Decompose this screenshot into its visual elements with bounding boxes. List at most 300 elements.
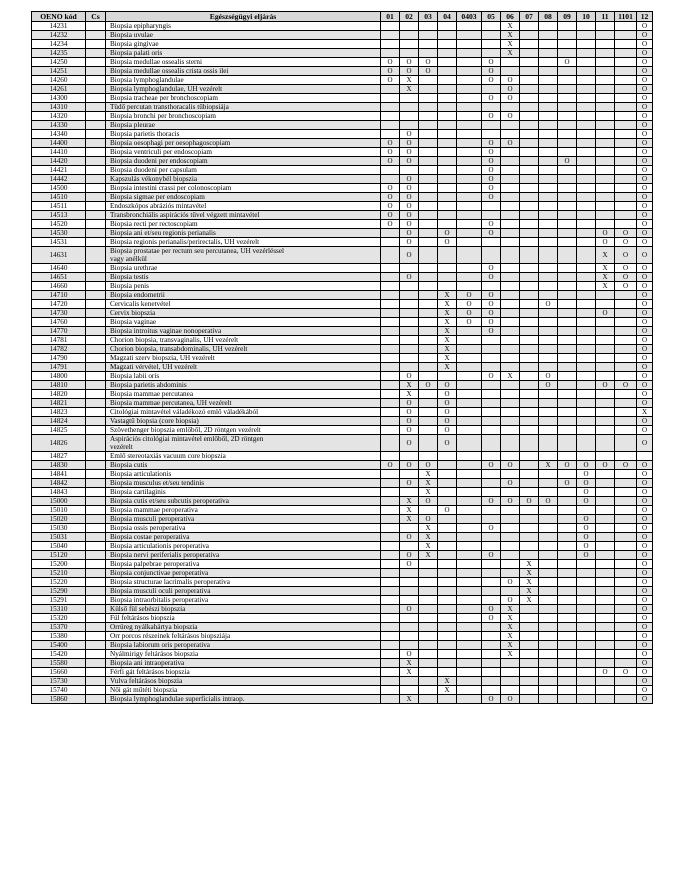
- specialty-mark: [381, 569, 400, 578]
- specialty-mark: [558, 139, 577, 148]
- table-row: [32, 479, 653, 488]
- specialty-mark: [438, 452, 457, 461]
- procedure-code: 15580: [32, 659, 86, 668]
- specialty-mark: [457, 506, 482, 515]
- procedure-name: [106, 273, 381, 282]
- specialty-mark: [400, 452, 419, 461]
- specialty-mark: [577, 399, 596, 408]
- procedure-name: [106, 49, 381, 58]
- specialty-mark: [539, 58, 558, 67]
- specialty-mark: [419, 363, 438, 372]
- specialty-mark: [596, 49, 615, 58]
- specialty-mark: [457, 479, 482, 488]
- specialty-mark: [438, 587, 457, 596]
- specialty-mark: [558, 49, 577, 58]
- specialty-mark: [596, 40, 615, 49]
- specialty-mark: [520, 175, 539, 184]
- table-row: [32, 130, 653, 139]
- specialty-mark: [438, 157, 457, 166]
- specialty-mark: [400, 587, 419, 596]
- procedure-name-line: Biopsia urethrae: [110, 264, 158, 272]
- specialty-mark: [457, 614, 482, 623]
- specialty-mark: [577, 506, 596, 515]
- procedure-name: [106, 605, 381, 614]
- procedure-name-line: Biopsia gingivae: [110, 40, 159, 48]
- specialty-mark: [482, 560, 501, 569]
- procedure-name-line: Biopsia testis: [110, 273, 149, 281]
- specialty-mark: O: [438, 506, 457, 515]
- specialty-mark: [419, 309, 438, 318]
- specialty-mark: [457, 166, 482, 175]
- cs-cell: [86, 686, 106, 695]
- procedure-code: 14824: [32, 417, 86, 426]
- column-header-specialty: 08: [539, 12, 558, 22]
- procedure-name-line: Biopsia parietis abdominis: [110, 381, 187, 389]
- specialty-mark: [381, 452, 400, 461]
- specialty-mark: X: [520, 587, 539, 596]
- procedure-name-line: Biopsia cutis: [110, 461, 148, 469]
- specialty-mark: O: [457, 300, 482, 309]
- procedure-name-line: Vastagtű biopsia (core biopsia): [110, 417, 199, 425]
- table-row: [32, 175, 653, 184]
- procedure-code: 15220: [32, 578, 86, 587]
- procedure-name: [106, 202, 381, 211]
- specialty-mark: [419, 372, 438, 381]
- specialty-mark: O: [482, 157, 501, 166]
- specialty-mark: O: [637, 345, 653, 354]
- procedure-name-line: Biopsia medullae ossealis crista ossis ilei: [110, 67, 229, 75]
- specialty-mark: [457, 560, 482, 569]
- specialty-mark: [482, 677, 501, 686]
- cs-cell: [86, 632, 106, 641]
- specialty-mark: [520, 220, 539, 229]
- specialty-mark: [539, 202, 558, 211]
- table-row: [32, 148, 653, 157]
- specialty-mark: [482, 641, 501, 650]
- specialty-mark: [539, 103, 558, 112]
- table-body: [32, 22, 653, 704]
- specialty-mark: [539, 488, 558, 497]
- specialty-mark: O: [400, 139, 419, 148]
- specialty-mark: [558, 551, 577, 560]
- specialty-mark: [520, 121, 539, 130]
- specialty-mark: [577, 417, 596, 426]
- specialty-mark: [615, 435, 637, 452]
- procedure-name: [106, 264, 381, 273]
- specialty-mark: O: [577, 524, 596, 533]
- specialty-mark: [539, 623, 558, 632]
- specialty-mark: [501, 300, 520, 309]
- specialty-mark: [520, 273, 539, 282]
- table-row: [32, 229, 653, 238]
- table-row: [32, 247, 653, 264]
- specialty-mark: [501, 130, 520, 139]
- specialty-mark: [520, 238, 539, 247]
- specialty-mark: [596, 551, 615, 560]
- specialty-mark: [615, 345, 637, 354]
- specialty-mark: [577, 121, 596, 130]
- procedure-name-line: Chorion biopsia, transvaginalis, UH vezérelt: [110, 336, 239, 344]
- table-row: [32, 58, 653, 67]
- procedure-name: [106, 452, 381, 461]
- specialty-mark: [596, 470, 615, 479]
- specialty-mark: O: [577, 551, 596, 560]
- specialty-mark: [419, 85, 438, 94]
- table-row: [32, 372, 653, 381]
- procedure-code: 14511: [32, 202, 86, 211]
- table-row: [32, 659, 653, 668]
- column-header-procedure: Egészségügyi eljárás: [106, 12, 381, 22]
- specialty-mark: [539, 435, 558, 452]
- procedure-name-line: Biopsia sigmae per endoscopiam: [110, 193, 205, 201]
- specialty-mark: O: [637, 309, 653, 318]
- cs-cell: [86, 193, 106, 202]
- specialty-mark: [501, 103, 520, 112]
- specialty-mark: [400, 94, 419, 103]
- specialty-mark: [381, 668, 400, 677]
- procedure-name: [106, 76, 381, 85]
- specialty-mark: [400, 677, 419, 686]
- specialty-mark: [438, 596, 457, 605]
- specialty-mark: X: [501, 31, 520, 40]
- specialty-mark: [381, 94, 400, 103]
- specialty-mark: [596, 318, 615, 327]
- specialty-mark: [520, 345, 539, 354]
- specialty-mark: [501, 336, 520, 345]
- specialty-mark: [596, 569, 615, 578]
- specialty-mark: [558, 650, 577, 659]
- specialty-mark: [501, 67, 520, 76]
- procedure-code: 14720: [32, 300, 86, 309]
- specialty-mark: [457, 399, 482, 408]
- specialty-mark: [381, 22, 400, 31]
- specialty-mark: X: [419, 551, 438, 560]
- specialty-mark: [438, 184, 457, 193]
- table-row: [32, 551, 653, 560]
- specialty-mark: [558, 327, 577, 336]
- specialty-mark: [558, 668, 577, 677]
- specialty-mark: [558, 614, 577, 623]
- specialty-mark: [438, 273, 457, 282]
- specialty-mark: [419, 426, 438, 435]
- table-row: [32, 560, 653, 569]
- specialty-mark: X: [400, 76, 419, 85]
- procedure-name: [106, 282, 381, 291]
- column-header-code: OENO kód: [32, 12, 86, 22]
- specialty-mark: [615, 336, 637, 345]
- procedure-table: [31, 11, 653, 704]
- specialty-mark: O: [400, 408, 419, 417]
- specialty-mark: O: [419, 381, 438, 390]
- specialty-mark: O: [400, 175, 419, 184]
- procedure-name-line: Biopsia endometrii: [110, 291, 165, 299]
- specialty-mark: [501, 390, 520, 399]
- specialty-mark: [419, 264, 438, 273]
- specialty-mark: [438, 551, 457, 560]
- procedure-name: [106, 381, 381, 390]
- procedure-name: [106, 220, 381, 229]
- specialty-mark: [577, 211, 596, 220]
- specialty-mark: X: [438, 300, 457, 309]
- specialty-mark: [381, 533, 400, 542]
- procedure-name: [106, 632, 381, 641]
- specialty-mark: [482, 354, 501, 363]
- specialty-mark: [596, 605, 615, 614]
- table-row: [32, 300, 653, 309]
- specialty-mark: [482, 479, 501, 488]
- specialty-mark: [381, 40, 400, 49]
- specialty-mark: [419, 49, 438, 58]
- specialty-mark: X: [438, 318, 457, 327]
- specialty-mark: O: [637, 354, 653, 363]
- specialty-mark: [501, 327, 520, 336]
- specialty-mark: [520, 461, 539, 470]
- procedure-code: 15310: [32, 605, 86, 614]
- specialty-mark: [558, 632, 577, 641]
- specialty-mark: [539, 542, 558, 551]
- specialty-mark: O: [637, 650, 653, 659]
- specialty-mark: [596, 103, 615, 112]
- specialty-mark: [558, 211, 577, 220]
- specialty-mark: [400, 327, 419, 336]
- specialty-mark: [577, 668, 596, 677]
- specialty-mark: O: [637, 166, 653, 175]
- specialty-mark: [596, 121, 615, 130]
- procedure-name-line: Fül feltárásos biopszia: [110, 614, 175, 622]
- specialty-mark: [381, 85, 400, 94]
- cs-cell: [86, 238, 106, 247]
- cs-cell: [86, 560, 106, 569]
- cs-cell: [86, 354, 106, 363]
- procedure-code: 14710: [32, 291, 86, 300]
- cs-cell: [86, 184, 106, 193]
- specialty-mark: [577, 175, 596, 184]
- specialty-mark: O: [596, 238, 615, 247]
- specialty-mark: [400, 22, 419, 31]
- procedure-name-line: Biopsia cartilaginis: [110, 488, 166, 496]
- specialty-mark: [381, 390, 400, 399]
- procedure-name-line: Endoszkópos abráziós mintavétel: [110, 202, 207, 210]
- specialty-mark: O: [615, 273, 637, 282]
- procedure-name-line: Biopsia intestini crassi per colonoscopiam: [110, 184, 232, 192]
- specialty-mark: [438, 202, 457, 211]
- specialty-mark: [381, 282, 400, 291]
- specialty-mark: [577, 695, 596, 704]
- specialty-mark: [457, 220, 482, 229]
- specialty-mark: O: [577, 533, 596, 542]
- specialty-mark: [381, 327, 400, 336]
- procedure-name-line: Aspirációs citológiai mintavétel emlőből, 2D röntgen: [110, 435, 264, 443]
- cs-cell: [86, 569, 106, 578]
- cs-cell: [86, 175, 106, 184]
- specialty-mark: O: [400, 426, 419, 435]
- specialty-mark: O: [596, 461, 615, 470]
- procedure-name: [106, 596, 381, 605]
- specialty-mark: O: [520, 497, 539, 506]
- table-row: [32, 668, 653, 677]
- specialty-mark: O: [637, 641, 653, 650]
- specialty-mark: O: [482, 318, 501, 327]
- specialty-mark: [520, 211, 539, 220]
- specialty-mark: O: [419, 58, 438, 67]
- specialty-mark: [520, 417, 539, 426]
- specialty-mark: O: [637, 336, 653, 345]
- procedure-name-line: Biopsia lymphoglandulae superficialis intraop.: [110, 695, 245, 703]
- specialty-mark: [596, 488, 615, 497]
- specialty-mark: [615, 193, 637, 202]
- specialty-mark: [615, 470, 637, 479]
- specialty-mark: [381, 695, 400, 704]
- specialty-mark: O: [482, 112, 501, 121]
- specialty-mark: [596, 659, 615, 668]
- cs-cell: [86, 211, 106, 220]
- specialty-mark: O: [558, 461, 577, 470]
- specialty-mark: [615, 497, 637, 506]
- specialty-mark: [539, 309, 558, 318]
- specialty-mark: [539, 220, 558, 229]
- specialty-mark: [577, 435, 596, 452]
- specialty-mark: [381, 596, 400, 605]
- cs-cell: [86, 515, 106, 524]
- specialty-mark: [501, 524, 520, 533]
- specialty-mark: [381, 488, 400, 497]
- specialty-mark: [539, 184, 558, 193]
- specialty-mark: [457, 112, 482, 121]
- specialty-mark: [419, 641, 438, 650]
- specialty-mark: [438, 497, 457, 506]
- specialty-mark: [381, 121, 400, 130]
- specialty-mark: [558, 247, 577, 264]
- specialty-mark: [577, 363, 596, 372]
- specialty-mark: [501, 148, 520, 157]
- cs-cell: [86, 157, 106, 166]
- cs-cell: [86, 399, 106, 408]
- specialty-mark: [419, 408, 438, 417]
- specialty-mark: [558, 506, 577, 515]
- procedure-name: [106, 533, 381, 542]
- procedure-name-line: Biopsia prostatae per rectum seu percutanea, UH vezérléssel: [110, 247, 285, 255]
- specialty-mark: [482, 390, 501, 399]
- specialty-mark: O: [400, 533, 419, 542]
- procedure-name: [106, 85, 381, 94]
- specialty-mark: O: [381, 139, 400, 148]
- specialty-mark: [539, 193, 558, 202]
- specialty-mark: [438, 605, 457, 614]
- specialty-mark: [457, 417, 482, 426]
- specialty-mark: [457, 668, 482, 677]
- specialty-mark: [457, 363, 482, 372]
- specialty-mark: [419, 560, 438, 569]
- specialty-mark: [438, 76, 457, 85]
- cs-cell: [86, 551, 106, 560]
- procedure-name-line: Biopsia cutis et/seu subcutis peroperativa: [110, 497, 229, 505]
- specialty-mark: O: [400, 211, 419, 220]
- column-header-specialty: 06: [501, 12, 520, 22]
- cs-cell: [86, 103, 106, 112]
- specialty-mark: [419, 22, 438, 31]
- specialty-mark: [596, 686, 615, 695]
- specialty-mark: [501, 470, 520, 479]
- specialty-mark: [457, 587, 482, 596]
- procedure-code: 14830: [32, 461, 86, 470]
- cs-cell: [86, 300, 106, 309]
- cs-cell: [86, 381, 106, 390]
- procedure-code: 14823: [32, 408, 86, 417]
- specialty-mark: [577, 390, 596, 399]
- specialty-mark: [558, 695, 577, 704]
- table-row: [32, 569, 653, 578]
- specialty-mark: [438, 40, 457, 49]
- specialty-mark: [596, 148, 615, 157]
- specialty-mark: [558, 372, 577, 381]
- specialty-mark: [438, 85, 457, 94]
- specialty-mark: [457, 130, 482, 139]
- specialty-mark: O: [577, 542, 596, 551]
- specialty-mark: [596, 515, 615, 524]
- specialty-mark: O: [482, 139, 501, 148]
- specialty-mark: [558, 184, 577, 193]
- specialty-mark: [438, 614, 457, 623]
- specialty-mark: [419, 202, 438, 211]
- procedure-code: 14640: [32, 264, 86, 273]
- specialty-mark: [400, 623, 419, 632]
- specialty-mark: [482, 668, 501, 677]
- specialty-mark: [577, 49, 596, 58]
- specialty-mark: O: [637, 524, 653, 533]
- procedure-name: [106, 695, 381, 704]
- specialty-mark: O: [637, 282, 653, 291]
- specialty-mark: [482, 686, 501, 695]
- specialty-mark: [457, 264, 482, 273]
- specialty-mark: O: [596, 229, 615, 238]
- specialty-mark: O: [501, 596, 520, 605]
- specialty-mark: [577, 686, 596, 695]
- procedure-code: 15400: [32, 641, 86, 650]
- table-row: [32, 40, 653, 49]
- specialty-mark: [501, 273, 520, 282]
- specialty-mark: [615, 121, 637, 130]
- specialty-mark: O: [400, 184, 419, 193]
- specialty-mark: [539, 452, 558, 461]
- specialty-mark: X: [501, 40, 520, 49]
- specialty-mark: [520, 40, 539, 49]
- specialty-mark: O: [400, 372, 419, 381]
- table-row: [32, 309, 653, 318]
- specialty-mark: [596, 578, 615, 587]
- specialty-mark: [577, 184, 596, 193]
- table-row: [32, 67, 653, 76]
- table-row: [32, 336, 653, 345]
- specialty-mark: [482, 399, 501, 408]
- specialty-mark: [596, 506, 615, 515]
- procedure-code: 14820: [32, 390, 86, 399]
- specialty-mark: [419, 40, 438, 49]
- specialty-mark: [457, 58, 482, 67]
- cs-cell: [86, 345, 106, 354]
- procedure-name-line: Orr porcos részeinek feltárásos biopsziája: [110, 632, 231, 640]
- specialty-mark: [577, 157, 596, 166]
- specialty-mark: O: [501, 85, 520, 94]
- specialty-mark: O: [637, 614, 653, 623]
- procedure-name: [106, 470, 381, 479]
- specialty-mark: [558, 345, 577, 354]
- specialty-mark: [520, 524, 539, 533]
- procedure-name: [106, 300, 381, 309]
- procedure-name: [106, 524, 381, 533]
- table-row: [32, 157, 653, 166]
- specialty-mark: [381, 408, 400, 417]
- specialty-mark: [482, 31, 501, 40]
